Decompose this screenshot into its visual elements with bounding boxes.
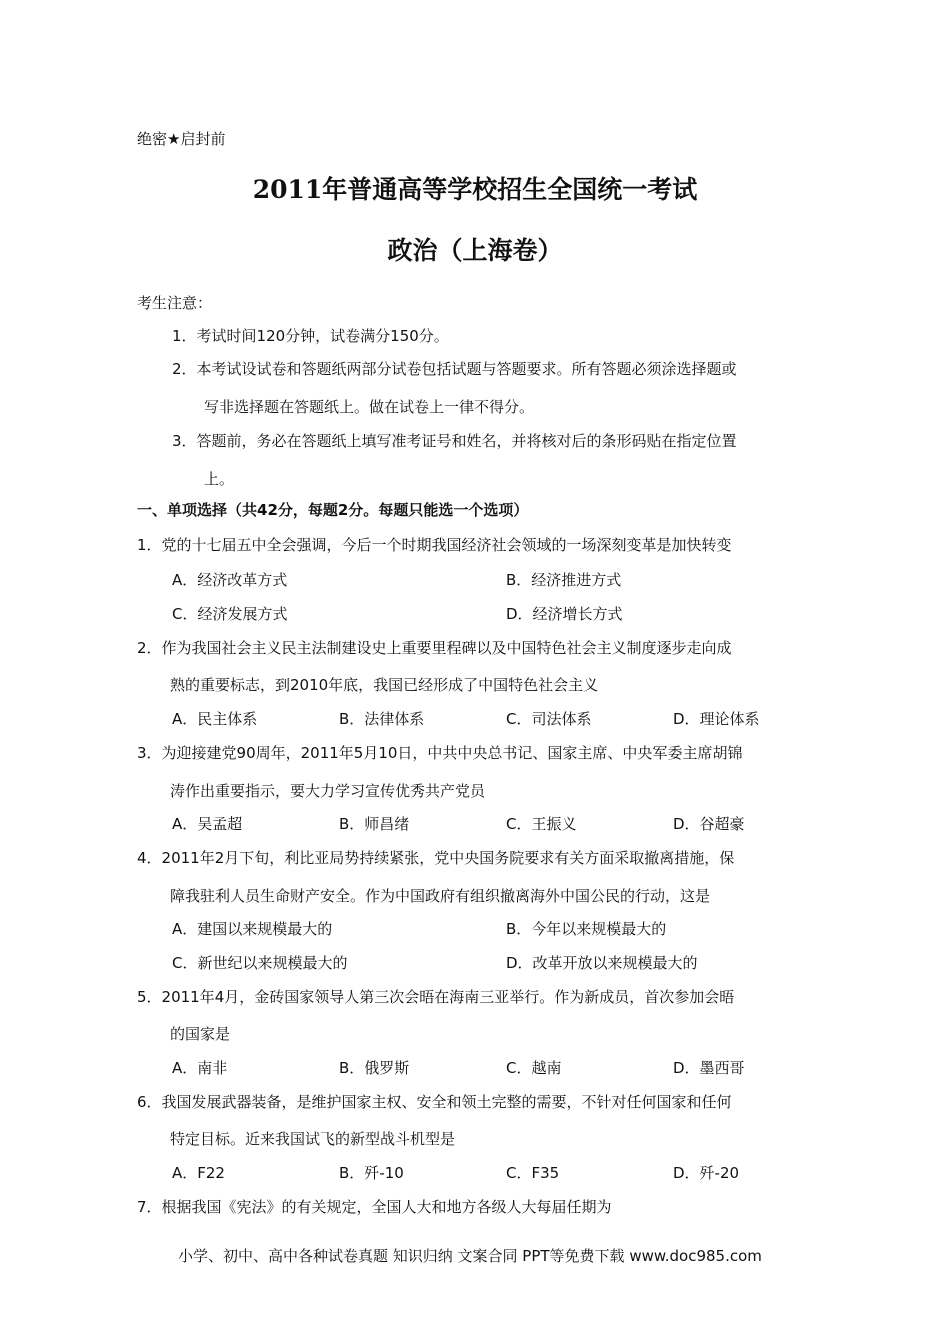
question-4-option-d: D．改革开放以来规模最大的	[506, 954, 698, 972]
question-5-option-c: C．越南	[506, 1059, 562, 1077]
question-6-option-c: C．F35	[506, 1164, 560, 1182]
question-7-stem: 7．根据我国《宪法》的有关规定，全国人大和地方各级人大每届任期为	[137, 1198, 612, 1216]
question-2-option-d: D．理论体系	[673, 710, 760, 728]
notice-item-3-line-2: 上。	[204, 470, 235, 488]
question-1-option-a: A．经济改革方式	[172, 571, 288, 589]
exam-title: 2011年普通高等学校招生全国统一考试	[252, 175, 698, 204]
question-5-option-b: B．俄罗斯	[339, 1059, 410, 1077]
question-3-option-a: A．吴孟超	[172, 815, 243, 833]
question-2-stem-line-1: 2．作为我国社会主义民主法制建设史上重要里程碑以及中国特色社会主义制度逐步走向成	[137, 639, 732, 657]
notice-heading: 考生注意：	[137, 294, 213, 312]
question-2-option-b: B．法律体系	[339, 710, 425, 728]
footer-ad: 小学、初中、高中各种试卷真题 知识归纳 文案合同 PPT等免费下载 www.doc985.com	[178, 1247, 762, 1265]
question-2-option-c: C．司法体系	[506, 710, 592, 728]
question-6-option-b: B．歼-10	[339, 1164, 404, 1182]
question-3-option-d: D．谷超豪	[673, 815, 745, 833]
question-5-stem-line-1: 5．2011年4月，金砖国家领导人第三次会晤在海南三亚举行。作为新成员，首次参加会晤	[137, 988, 735, 1006]
question-1-option-b: B．经济推进方式	[506, 571, 622, 589]
notice-item-3-line-1: 3．答题前，务必在答题纸上填写准考证号和姓名，并将核对后的条形码贴在指定位置	[172, 432, 737, 450]
question-6-option-a: A．F22	[172, 1164, 225, 1182]
question-4-stem-line-2: 障我驻利人员生命财产安全。作为中国政府有组织撤离海外中国公民的行动，这是	[170, 887, 711, 905]
question-3-option-b: B．师昌绪	[339, 815, 410, 833]
question-3-stem-line-1: 3．为迎接建党90周年，2011年5月10日，中共中央总书记、国家主席、中央军委主席胡锦	[137, 744, 743, 762]
question-6-stem-line-2: 特定目标。近来我国试飞的新型战斗机型是	[170, 1130, 456, 1148]
notice-item-2-line-2: 写非选择题在答题纸上。做在试卷上一律不得分。	[204, 398, 535, 416]
section-1-heading: 一、单项选择（共42分，每题2分。每题只能选一个选项）	[137, 501, 529, 519]
exam-subtitle: 政治（上海卷）	[387, 236, 563, 265]
question-5-stem-line-2: 的国家是	[170, 1025, 231, 1043]
secret-label: 绝密★启封前	[137, 130, 226, 148]
notice-item-1: 1．考试时间120分钟，试卷满分150分。	[172, 327, 449, 345]
question-6-option-d: D．歼-20	[673, 1164, 740, 1182]
question-1-stem: 1．党的十七届五中全会强调，今后一个时期我国经济社会领域的一场深刻变革是加快转变	[137, 536, 732, 554]
question-2-stem-line-2: 熟的重要标志，到2010年底，我国已经形成了中国特色社会主义	[170, 676, 599, 694]
question-6-stem-line-1: 6．我国发展武器装备，是维护国家主权、安全和领土完整的需要，不针对任何国家和任何	[137, 1093, 732, 1111]
question-1-option-d: D．经济增长方式	[506, 605, 623, 623]
notice-item-2-line-1: 2．本考试设试卷和答题纸两部分试卷包括试题与答题要求。所有答题必须涂选择题或	[172, 360, 737, 378]
question-5-option-a: A．南非	[172, 1059, 228, 1077]
question-1-option-c: C．经济发展方式	[172, 605, 288, 623]
question-5-option-d: D．墨西哥	[673, 1059, 745, 1077]
question-4-option-b: B．今年以来规模最大的	[506, 920, 667, 938]
question-3-stem-line-2: 涛作出重要指示，要大力学习宣传优秀共产党员	[170, 782, 486, 800]
question-4-option-a: A．建国以来规模最大的	[172, 920, 333, 938]
question-4-option-c: C．新世纪以来规模最大的	[172, 954, 348, 972]
question-2-option-a: A．民主体系	[172, 710, 258, 728]
question-4-stem-line-1: 4．2011年2月下旬，利比亚局势持续紧张，党中央国务院要求有关方面采取撤离措施，保	[137, 849, 735, 867]
question-3-option-c: C．王振义	[506, 815, 577, 833]
